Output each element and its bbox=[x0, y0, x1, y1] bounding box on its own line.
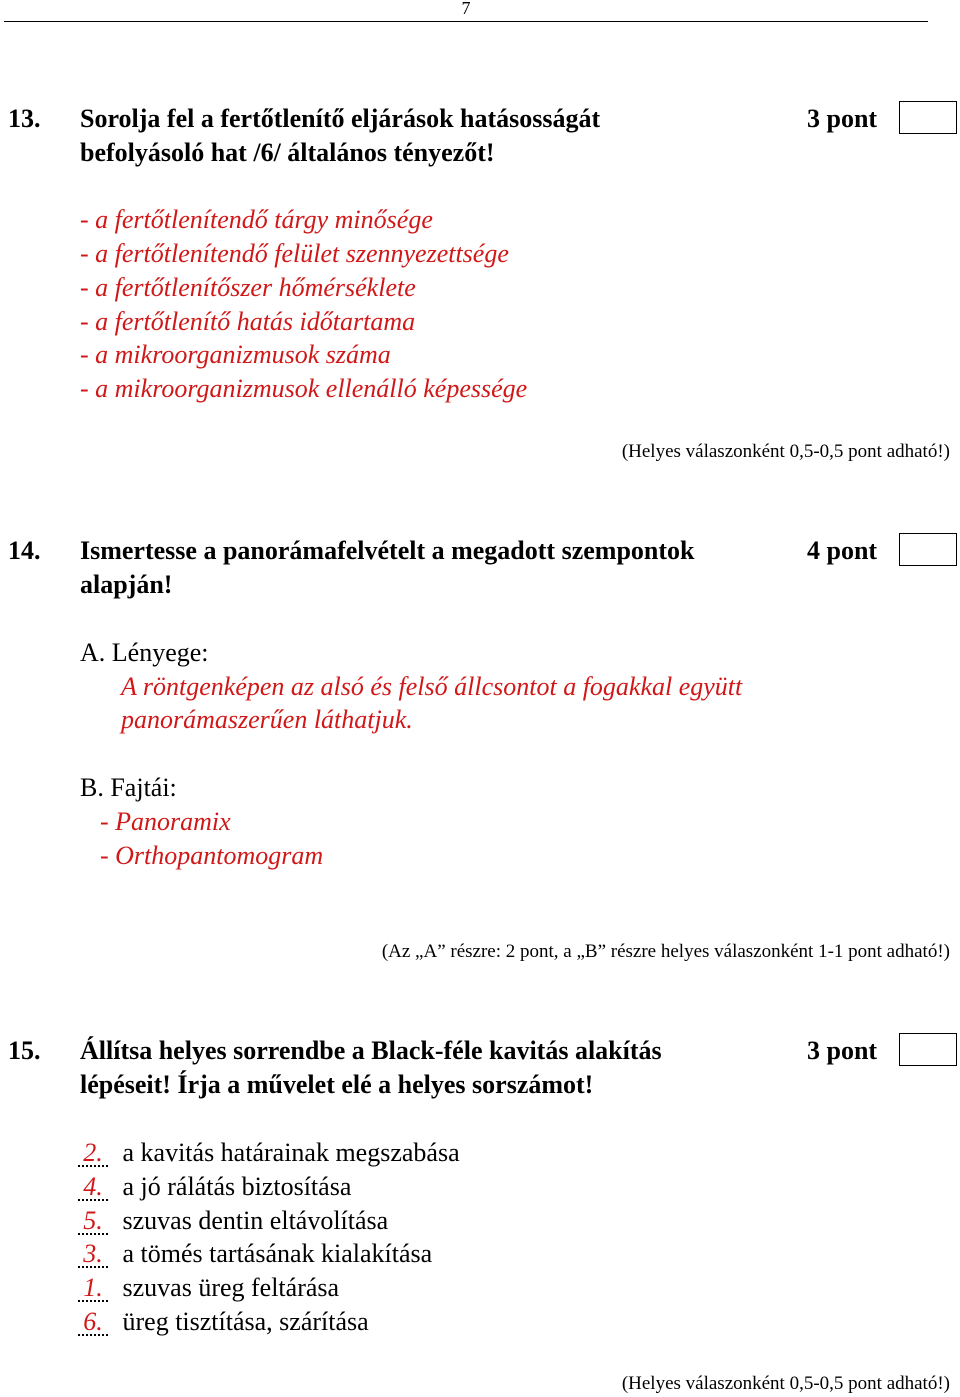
q14-number: 14. bbox=[8, 536, 41, 565]
header-rule bbox=[4, 21, 928, 22]
q14-scoring-note: (Az „A” részre: 2 pont, a „B” részre helyes válaszonként 1-1 pont adható!) bbox=[381, 941, 950, 962]
q15-step-text: szuvas üreg feltárása bbox=[122, 1273, 340, 1302]
page-number: 7 bbox=[461, 0, 471, 18]
q15-step-number[interactable]: 3. bbox=[78, 1242, 108, 1268]
q14-points: 4 pont bbox=[807, 536, 878, 565]
q15-step-text: a tömés tartásának kialakítása bbox=[122, 1239, 433, 1268]
q14-part-b-answer-2: - Orthopantomogram bbox=[100, 841, 324, 870]
q15-question-line2: lépéseit! Írja a művelet elé a helyes sorszámot! bbox=[80, 1070, 594, 1099]
q15-step-text: a jó rálátás biztosítása bbox=[122, 1172, 352, 1201]
q15-step-3 bbox=[78, 1206, 388, 1236]
q15-scoring-note: (Helyes válaszonként 0,5-0,5 pont adható!) bbox=[621, 1373, 950, 1394]
q15-step-number[interactable]: 6. bbox=[78, 1310, 108, 1336]
q15-question-line1: Állítsa helyes sorrendbe a Black-féle kavitás alakítás bbox=[80, 1036, 662, 1065]
q14-question-line2: alapján! bbox=[80, 570, 173, 599]
q15-step-number[interactable]: 5. bbox=[78, 1209, 108, 1235]
q14-question-line1: Ismertesse a panorámafelvételt a megadott szempontok bbox=[80, 536, 695, 565]
q15-score-box[interactable] bbox=[899, 1033, 957, 1066]
q15-step-number[interactable]: 1. bbox=[78, 1276, 108, 1302]
q15-step-text: a kavitás határainak megszabása bbox=[122, 1138, 460, 1167]
q14-part-a-answer-line2: panorámaszerűen láthatjuk. bbox=[121, 705, 413, 734]
q15-step-2 bbox=[78, 1172, 351, 1202]
q15-step-4 bbox=[78, 1239, 432, 1269]
q13-answer-5: - a mikroorganizmusok száma bbox=[80, 340, 391, 369]
q13-answer-2: - a fertőtlenítendő felület szennyezettsége bbox=[80, 239, 509, 268]
q14-part-a-answer-line1: A röntgenképen az alsó és felső állcsontot a fogakkal együtt bbox=[121, 672, 743, 701]
q13-answer-3: - a fertőtlenítőszer hőmérséklete bbox=[80, 273, 416, 302]
q13-question-line2: befolyásoló hat /6/ általános tényezőt! bbox=[80, 138, 495, 167]
q15-step-text: üreg tisztítása, szárítása bbox=[122, 1307, 369, 1336]
q13-answer-1: - a fertőtlenítendő tárgy minősége bbox=[80, 205, 433, 234]
q13-answer-6: - a mikroorganizmusok ellenálló képessége bbox=[80, 374, 528, 403]
q14-part-b-label: B. Fajtái: bbox=[80, 773, 177, 802]
q15-step-number[interactable]: 2. bbox=[78, 1141, 108, 1167]
q15-step-number[interactable]: 4. bbox=[78, 1175, 108, 1201]
q15-points: 3 pont bbox=[807, 1036, 878, 1065]
q13-score-box[interactable] bbox=[899, 101, 957, 134]
q15-step-text: szuvas dentin eltávolítása bbox=[122, 1206, 389, 1235]
q13-question-line1: Sorolja fel a fertőtlenítő eljárások hatásosságát bbox=[80, 104, 601, 133]
q15-step-5 bbox=[78, 1273, 339, 1303]
q13-points: 3 pont bbox=[807, 104, 878, 133]
q13-scoring-note: (Helyes válaszonként 0,5-0,5 pont adható!) bbox=[621, 441, 950, 462]
q15-step-1 bbox=[78, 1138, 460, 1168]
q15-step-6 bbox=[78, 1307, 369, 1337]
q14-part-b-answer-1: - Panoramix bbox=[100, 807, 231, 836]
q13-number: 13. bbox=[8, 104, 41, 133]
q14-score-box[interactable] bbox=[899, 533, 957, 566]
q14-part-a-label: A. Lényege: bbox=[80, 638, 209, 667]
q13-answer-4: - a fertőtlenítő hatás időtartama bbox=[80, 307, 416, 336]
q15-number: 15. bbox=[8, 1036, 41, 1065]
